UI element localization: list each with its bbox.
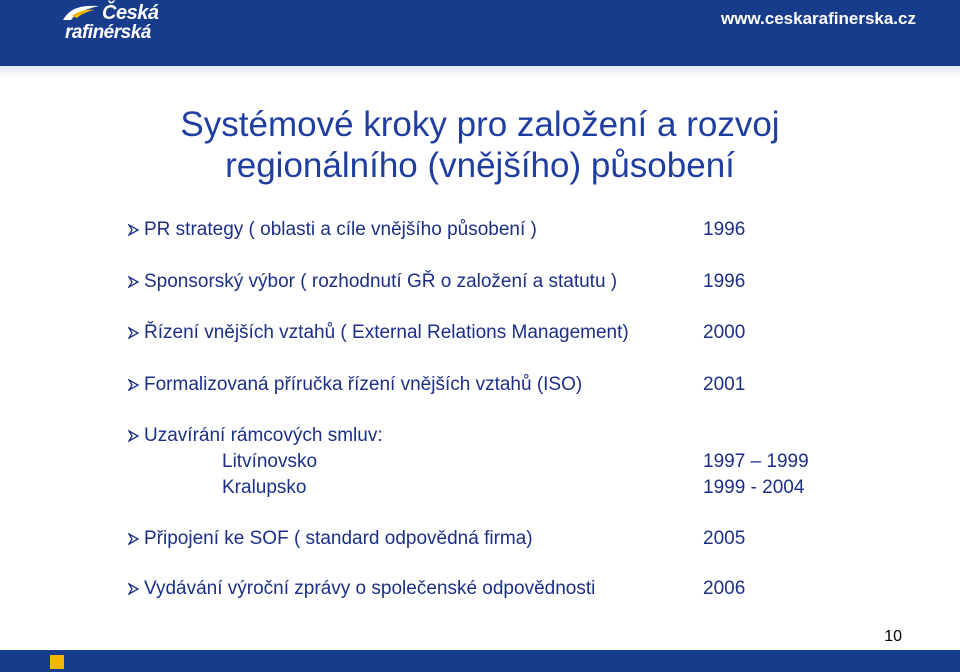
slide-title [100,104,860,186]
arrow-bullet-icon [128,327,140,339]
list-item-label: Sponsorský výbor ( rozhodnutí GŘ o založení a statutu ) [144,271,618,292]
list-item-label: Připojení ke SOF ( standard odpovědná firma) [144,528,533,549]
page-number: 10 [884,628,902,645]
slide-title-line1: Systémové kroky pro založení a rozvoj [180,105,780,144]
slide-title-line2: regionálního (vnějšího) působení [225,146,735,185]
arrow-bullet-icon [128,583,140,595]
list-item-label: Vydávání výroční zprávy o společenské odpovědnosti [144,578,596,599]
list-item-year: 1996 [703,271,746,292]
logo-text-line2: rafinérská [65,22,151,43]
arrow-bullet-icon [128,533,140,545]
company-logo [62,2,172,42]
list-item-year: 2006 [703,578,746,599]
list-item-year: 2000 [703,322,746,343]
list-item-year: 1996 [703,219,746,240]
footer-bar [0,650,960,672]
arrow-bullet-icon [128,379,140,391]
footer-accent-square [50,655,64,669]
header-shadow [0,66,960,78]
logo-swoosh-icon [62,4,100,22]
list-item-label: Uzavírání rámcových smluv: [144,425,383,446]
header-bar [0,0,960,66]
list-item-year: 2005 [703,528,746,549]
arrow-bullet-icon [128,430,140,442]
list-item-label: Formalizovaná příručka řízení vnějších vztahů (ISO) [144,374,583,395]
website-url: www.ceskarafinerska.cz [721,9,916,28]
list-item-label: Řízení vnějších vztahů ( External Relations Management) [144,322,629,343]
list-item-year: 2001 [703,374,746,395]
sub-item-year: 1997 – 1999 [703,451,809,472]
arrow-bullet-icon [128,224,140,236]
arrow-bullet-icon [128,276,140,288]
sub-item-label: Litvínovsko [222,451,318,472]
sub-item-year: 1999 - 2004 [703,477,805,498]
list-item-label: PR strategy ( oblasti a cíle vnějšího působení ) [144,219,537,240]
sub-item-label: Kralupsko [222,477,307,498]
logo-text-line1: Česká [102,2,159,24]
